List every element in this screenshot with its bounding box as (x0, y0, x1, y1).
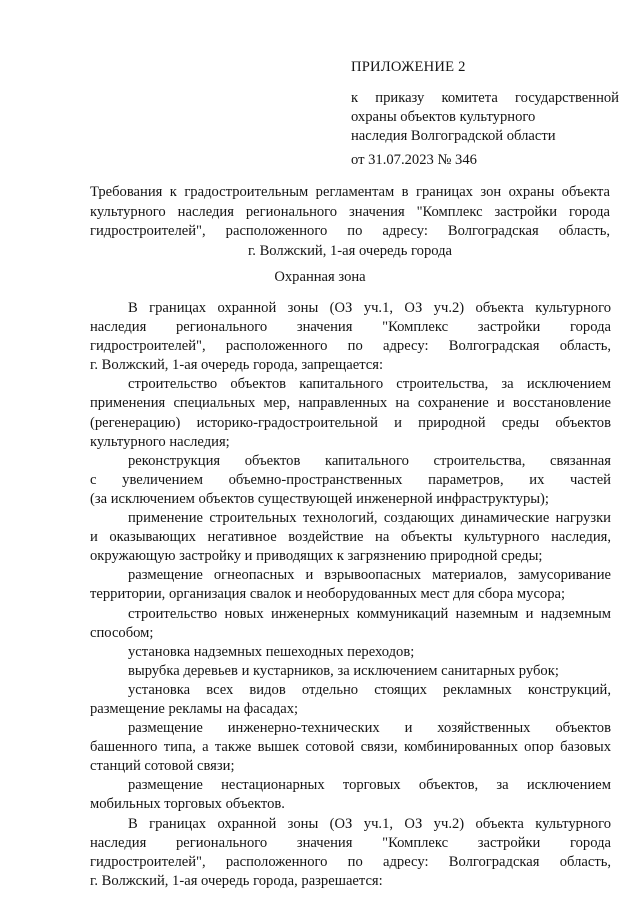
body-line: строительство объектов капитального строительства, за исключением (128, 376, 611, 393)
body-line: применение строительных технологий, создающих динамические нагрузки (128, 510, 611, 527)
body-line: станций сотовой связи; (90, 758, 235, 775)
body-line: применения специальных мер, направленных на сохранение и восстановление (90, 395, 611, 412)
body-line: размещение рекламы на фасадах; (90, 700, 299, 717)
body-line: мобильных торговых объектов. (90, 796, 285, 813)
body-line: (за исключением объектов существующей инженерной инфраструктуры); (90, 490, 549, 507)
body-line: строительство новых инженерных коммуникаций наземным и надземным (128, 605, 611, 622)
heading-line: г. Волжский, 1-ая очередь города (247, 242, 453, 259)
body-line: с увеличением объемно-пространственных параметров, их частей (90, 471, 611, 488)
body-line: размещение инженерно-технических и хозяйственных объектов (128, 720, 611, 737)
body-line: реконструкция объектов капитального строительства, связанная (128, 452, 611, 469)
appendix-title: ПРИЛОЖЕНИЕ 2 (351, 59, 466, 75)
heading-line: культурного наследия регионального значения "Комплекс застройки города (90, 203, 610, 220)
body-line: окружающую застройку и приводящих к загрязнению природной среды; (90, 548, 543, 565)
body-line: башенного типа, а также вышек сотовой связи, комбинированных опор базовых (90, 739, 611, 756)
body-line: культурного наследия; (90, 433, 230, 450)
body-line: г. Волжский, 1-ая очередь города, запрещается: (90, 357, 384, 374)
body-line: (регенерацию) историко-градостроительной и природной среды объектов (90, 414, 611, 431)
reference-line: наследия Волгоградской области (351, 128, 556, 144)
document-heading (90, 183, 610, 261)
body-line: гидростроителей", расположенного по адресу: Волгоградская область, (90, 853, 611, 870)
body-line: наследия регионального значения "Комплекс застройки города (90, 319, 611, 336)
body-line: способом; (90, 624, 154, 641)
body-line: В границах охранной зоны (ОЗ уч.1, ОЗ уч.2) объекта культурного (128, 815, 611, 832)
body-line: вырубка деревьев и кустарников, за исключением санитарных рубок; (128, 662, 559, 679)
body-line: В границах охранной зоны (ОЗ уч.1, ОЗ уч.2) объекта культурного (128, 300, 611, 316)
document-body (90, 299, 611, 891)
body-line: размещение огнеопасных и взрывоопасных материалов, замусоривание (128, 567, 611, 584)
body-line: и оказывающих негативное воздействие на объекты культурного наследия, (90, 529, 611, 546)
section-title: Охранная зона (274, 269, 366, 285)
body-line: установка надземных пешеходных переходов; (128, 643, 415, 660)
appendix-reference (351, 89, 619, 146)
body-line: размещение нестационарных торговых объектов, за исключением (128, 777, 611, 794)
reference-line: к приказу комитета государственной (351, 90, 619, 106)
heading-line: Требования к градостроительным регламентам в границах зон охраны объекта (90, 184, 610, 200)
body-line: территории, организация свалок и необорудованных мест для сбора мусора; (90, 586, 566, 603)
reference-line: охраны объектов культурного (351, 109, 536, 125)
body-line: наследия регионального значения "Комплекс застройки города (90, 834, 611, 851)
heading-line: гидростроителей", расположенного по адресу: Волгоградская область, (90, 223, 610, 240)
order-number: от 31.07.2023 № 346 (351, 152, 477, 168)
body-line: гидростроителей", расположенного по адресу: Волгоградская область, (90, 338, 611, 355)
body-line: г. Волжский, 1-ая очередь города, разрешается: (90, 872, 383, 889)
body-line: установка всех видов отдельно стоящих рекламных конструкций, (128, 681, 611, 698)
